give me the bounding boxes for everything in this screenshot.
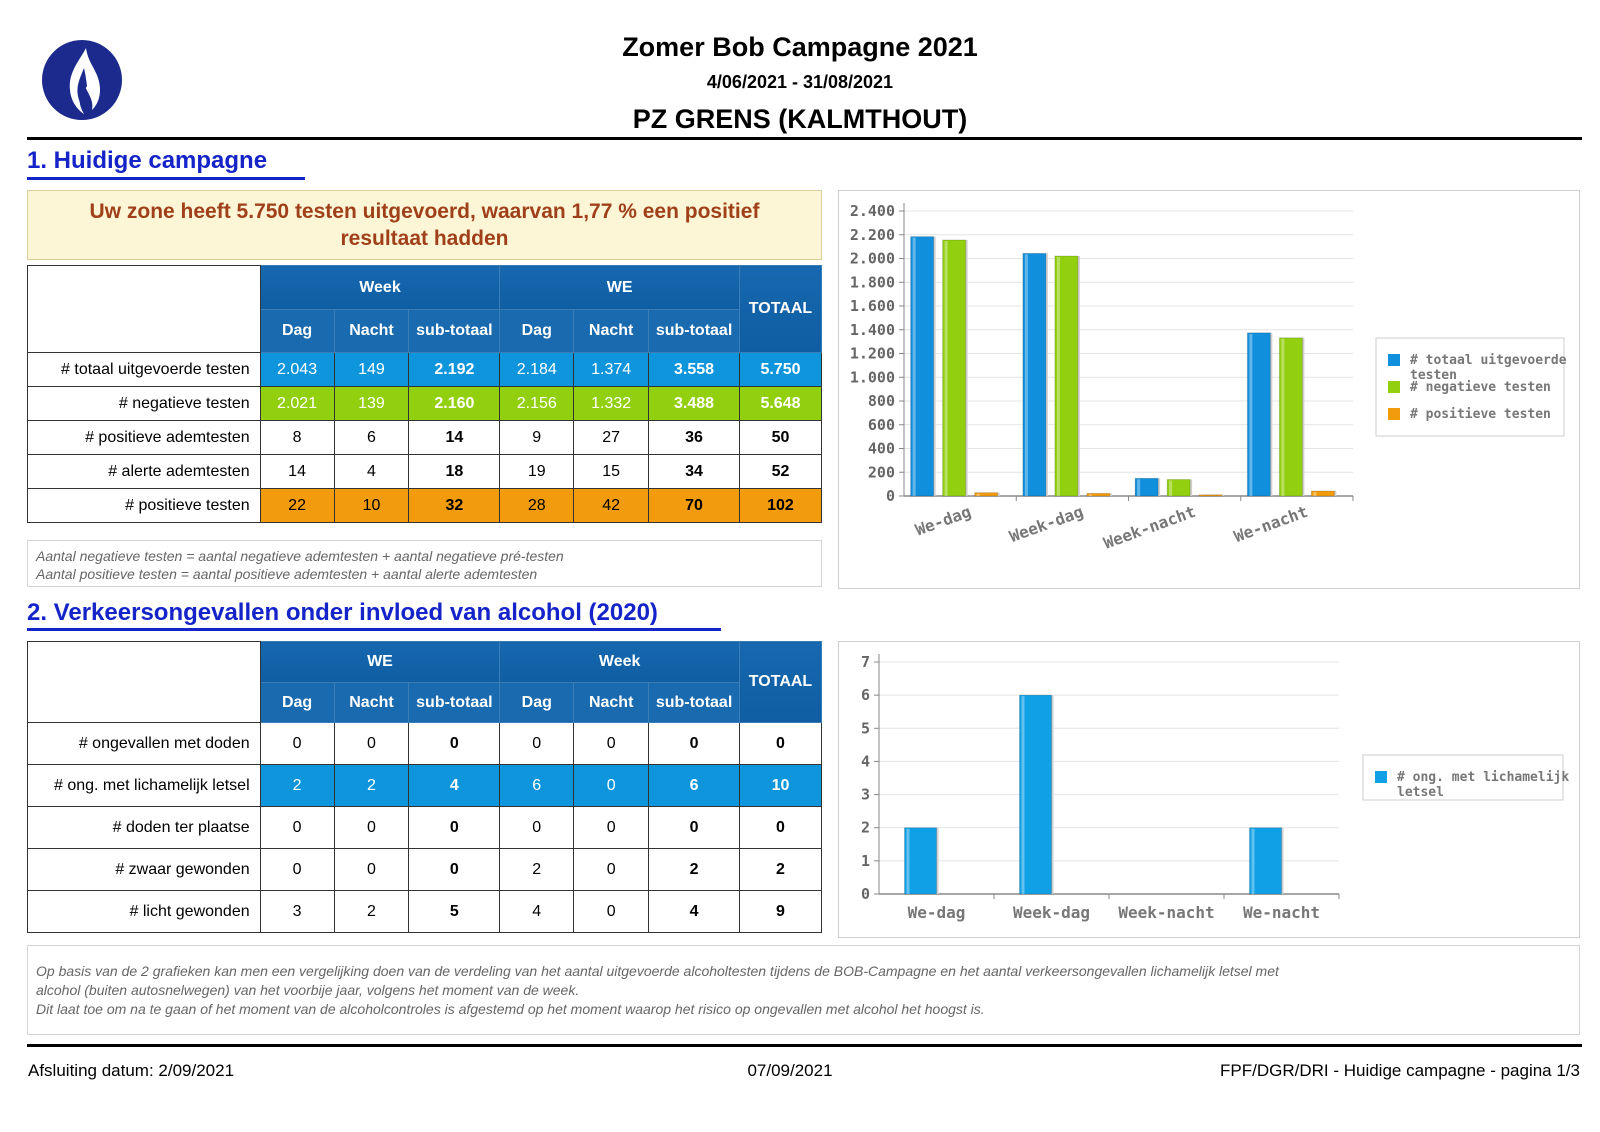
y-tick-label: 7 — [860, 653, 870, 671]
bar-highlight — [907, 829, 910, 894]
print-date: 07/09/2021 — [747, 1061, 833, 1080]
tests-bar-chart — [838, 190, 1580, 589]
sub-header: sub-totaal — [649, 310, 740, 353]
table-cell: 2 — [649, 849, 740, 891]
table-cell: 52 — [739, 455, 821, 489]
table-cell: 0 — [334, 849, 409, 891]
row-label: # positieve ademtesten — [28, 421, 261, 455]
table-cell: 0 — [334, 807, 409, 849]
row-label: # alerte ademtesten — [28, 455, 261, 489]
table-row — [28, 353, 822, 387]
table-cell: 4 — [649, 891, 740, 933]
legend-swatch — [1388, 381, 1400, 393]
table-row — [28, 387, 822, 421]
table-cell: 5.648 — [739, 387, 821, 421]
y-tick-label: 600 — [867, 415, 895, 434]
y-tick-label: 1.400 — [849, 320, 895, 339]
group-header-week: Week — [500, 642, 740, 683]
sub-header: sub-totaal — [409, 683, 500, 723]
accidents-bar-chart — [838, 641, 1580, 938]
table-cell: 10 — [740, 765, 822, 807]
table-cell: 6 — [334, 421, 409, 455]
row-label: # ongevallen met doden — [28, 723, 261, 765]
note-line: Dit laat toe om na te gaan of het moment van de alcoholcontroles is afgestemd op het moment waarop het risico op ongevallen met alcohol het hoogst is. — [36, 1001, 985, 1017]
y-tick-label: 200 — [867, 463, 895, 482]
note-line: alcohol (buiten autosnelwegen) van het voorbije jaar, volgens het moment van de week. — [36, 982, 580, 998]
table-corner — [28, 266, 261, 353]
group-header-week: Week — [260, 266, 500, 310]
table-cell: 0 — [260, 849, 334, 891]
note-line: Op basis van de 2 grafieken kan men een vergelijking doen van de verdeling van het aantal uitgevoerde alcoholtesten tijdens de BOB-Campagne en het aantal verkeersongevallen lichamelijk letsel met — [36, 963, 1279, 979]
table-cell: 0 — [574, 765, 649, 807]
table-cell: 2 — [740, 849, 822, 891]
tests-table — [27, 265, 822, 523]
table-cell: 70 — [649, 489, 740, 523]
table-cell: 4 — [500, 891, 574, 933]
y-tick-label: 3 — [860, 785, 870, 804]
legend-label: # negatieve testen — [1410, 380, 1551, 395]
table-cell: 36 — [649, 421, 740, 455]
accidents-table — [27, 641, 822, 933]
table-cell: 2 — [500, 849, 574, 891]
table-cell: 2.021 — [260, 387, 334, 421]
table-cell: 9 — [740, 891, 822, 933]
y-tick-label: 800 — [867, 392, 895, 410]
y-tick-label: 0 — [860, 885, 870, 903]
table-cell: 5.750 — [739, 353, 821, 387]
table-row — [28, 807, 822, 849]
table-cell: 50 — [739, 421, 821, 455]
footnote-line: Aantal positieve testen = aantal positieve ademtesten + aantal alerte ademtesten — [36, 566, 538, 582]
group-header-we: WE — [260, 642, 500, 683]
legend-label: # positieve testen — [1410, 407, 1551, 422]
bar-highlight — [977, 494, 980, 496]
x-tick-label: We-nacht — [1242, 903, 1321, 922]
table-cell: 15 — [574, 455, 649, 489]
table-cell: 14 — [260, 455, 334, 489]
legend-swatch — [1388, 354, 1400, 366]
total-header: TOTAAL — [740, 642, 822, 723]
table-cell: 8 — [260, 421, 334, 455]
table-cell: 0 — [260, 807, 334, 849]
row-label: # doden ter plaatse — [28, 807, 261, 849]
report-title: Zomer Bob Campagne 2021 — [622, 32, 978, 62]
table-cell: 3.558 — [649, 353, 740, 387]
table-cell: 1.332 — [574, 387, 649, 421]
table-cell: 34 — [649, 455, 740, 489]
table-cell: 0 — [649, 723, 740, 765]
x-tick-label: Week-dag — [1012, 903, 1091, 922]
table-cell: 0 — [574, 723, 649, 765]
table-cell: 0 — [574, 849, 649, 891]
tests-chart-svg — [839, 191, 1579, 588]
section-1-title: 1. Huidige campagne — [27, 147, 268, 174]
sub-header: Dag — [260, 310, 334, 353]
y-tick-label: 2.400 — [849, 202, 895, 220]
x-tick-label: We-dag — [912, 501, 974, 540]
sub-header: Dag — [500, 683, 574, 723]
y-tick-label: 1.800 — [849, 273, 895, 292]
header-divider — [27, 137, 1582, 140]
table-cell: 0 — [409, 723, 500, 765]
row-label: # ong. met lichamelijk letsel — [28, 765, 261, 807]
row-label: # negatieve testen — [28, 387, 261, 421]
table-cell: 42 — [574, 489, 649, 523]
table-cell: 0 — [409, 807, 500, 849]
table-row — [28, 455, 822, 489]
row-label: # zwaar gewonden — [28, 849, 261, 891]
police-zone: PZ GRENS (KALMTHOUT) — [632, 104, 968, 134]
legend-label: testen — [1410, 368, 1457, 383]
table-row — [28, 765, 822, 807]
bar-highlight — [1249, 334, 1252, 496]
tests-footnote — [27, 540, 822, 587]
footer-divider — [27, 1044, 1582, 1047]
sub-header: Dag — [260, 683, 334, 723]
sub-header: Nacht — [574, 683, 649, 723]
summary-banner: Uw zone heeft 5.750 testen uitgevoerd, waarvan 1,77 % een positief resultaat hadden — [27, 190, 822, 260]
table-cell: 0 — [409, 849, 500, 891]
table-cell: 3 — [260, 891, 334, 933]
page-reference: FPF/DGR/DRI - Huidige campagne - pagina 1/3 — [1220, 1061, 1580, 1080]
row-label: # totaal uitgevoerde testen — [28, 353, 261, 387]
y-tick-label: 0 — [885, 487, 895, 505]
bar-highlight — [1281, 339, 1284, 496]
table-cell: 0 — [574, 807, 649, 849]
y-tick-label: 1 — [860, 851, 870, 870]
table-cell: 2.156 — [500, 387, 574, 421]
bar-highlight — [1169, 480, 1172, 496]
table-cell: 2.043 — [260, 353, 334, 387]
closing-date: Afsluiting datum: 2/09/2021 — [28, 1061, 235, 1080]
footnote-line: Aantal negatieve testen = aantal negatieve ademtesten + aantal negatieve pré-testen — [36, 548, 564, 564]
table-cell: 102 — [739, 489, 821, 523]
legend-label: # ong. met lichamelijk — [1397, 770, 1570, 785]
total-header: TOTAAL — [739, 266, 821, 353]
row-label: # positieve testen — [28, 489, 261, 523]
table-cell: 0 — [740, 807, 822, 849]
table-cell: 2 — [334, 891, 409, 933]
table-row — [28, 421, 822, 455]
sub-header: sub-totaal — [409, 310, 500, 353]
x-tick-label: Week-nacht — [1118, 903, 1215, 922]
y-tick-label: 2.200 — [849, 225, 895, 244]
table-cell: 28 — [500, 489, 574, 523]
table-cell: 2.160 — [409, 387, 500, 421]
comparison-note — [27, 945, 1580, 1035]
table-cell: 0 — [500, 723, 574, 765]
table-cell: 9 — [500, 421, 574, 455]
table-cell: 0 — [334, 723, 409, 765]
y-tick-label: 2.000 — [849, 249, 895, 268]
bar-highlight — [945, 241, 948, 496]
y-tick-label: 4 — [860, 752, 870, 771]
table-row — [28, 489, 822, 523]
bar-highlight — [1252, 829, 1255, 894]
bar-highlight — [1022, 696, 1025, 894]
sub-header: sub-totaal — [649, 683, 740, 723]
y-tick-label: 1.200 — [849, 344, 895, 363]
sub-header: Nacht — [574, 310, 649, 353]
table-cell: 0 — [500, 807, 574, 849]
bar-highlight — [1089, 494, 1092, 496]
table-corner — [28, 642, 261, 723]
y-tick-label: 6 — [860, 686, 870, 705]
table-cell: 2.184 — [500, 353, 574, 387]
table-cell: 0 — [649, 807, 740, 849]
table-cell: 22 — [260, 489, 334, 523]
y-tick-label: 5 — [860, 719, 870, 738]
y-tick-label: 400 — [867, 439, 895, 458]
table-cell: 4 — [409, 765, 500, 807]
table-row — [28, 891, 822, 933]
table-cell: 0 — [574, 891, 649, 933]
bar-highlight — [1057, 257, 1060, 496]
table-cell: 19 — [500, 455, 574, 489]
section-1-underline — [27, 177, 305, 180]
table-cell: 32 — [409, 489, 500, 523]
sub-header: Nacht — [334, 683, 409, 723]
table-cell: 149 — [334, 353, 409, 387]
section-2-underline — [27, 628, 721, 631]
bar-highlight — [1025, 254, 1028, 496]
table-cell: 5 — [409, 891, 500, 933]
table-cell: 14 — [409, 421, 500, 455]
x-tick-label: We-dag — [907, 903, 966, 922]
table-cell: 2.192 — [409, 353, 500, 387]
y-tick-label: 2 — [860, 818, 870, 837]
sub-header: Nacht — [334, 310, 409, 353]
table-cell: 18 — [409, 455, 500, 489]
legend-swatch — [1375, 771, 1387, 783]
x-tick-label: Week-dag — [1006, 501, 1086, 547]
table-cell: 139 — [334, 387, 409, 421]
table-row — [28, 849, 822, 891]
accidents-chart-svg — [839, 642, 1579, 937]
bar-highlight — [1137, 479, 1140, 496]
table-cell: 0 — [740, 723, 822, 765]
sub-header: Dag — [500, 310, 574, 353]
section-2-title: 2. Verkeersongevallen onder invloed van alcohol (2020) — [27, 599, 658, 626]
x-tick-label: We-nacht — [1231, 501, 1311, 547]
group-header-we: WE — [500, 266, 740, 310]
table-cell: 10 — [334, 489, 409, 523]
y-tick-label: 1.600 — [849, 297, 895, 315]
table-cell: 6 — [649, 765, 740, 807]
legend-label: # totaal uitgevoerde — [1410, 353, 1567, 368]
x-tick-label: Week-nacht — [1100, 501, 1198, 553]
legend-swatch — [1388, 408, 1400, 420]
table-cell: 27 — [574, 421, 649, 455]
legend-label: letsel — [1397, 785, 1444, 800]
table-cell: 2 — [260, 765, 334, 807]
table-cell: 2 — [334, 765, 409, 807]
row-label: # licht gewonden — [28, 891, 261, 933]
table-cell: 6 — [500, 765, 574, 807]
y-tick-label: 1.000 — [849, 368, 895, 387]
campaign-dates: 4/06/2021 - 31/08/2021 — [706, 72, 894, 92]
bar-highlight — [913, 238, 916, 496]
table-row — [28, 723, 822, 765]
table-cell: 0 — [260, 723, 334, 765]
bar-highlight — [1313, 492, 1316, 496]
table-cell: 3.488 — [649, 387, 740, 421]
table-cell: 4 — [334, 455, 409, 489]
table-cell: 1.374 — [574, 353, 649, 387]
